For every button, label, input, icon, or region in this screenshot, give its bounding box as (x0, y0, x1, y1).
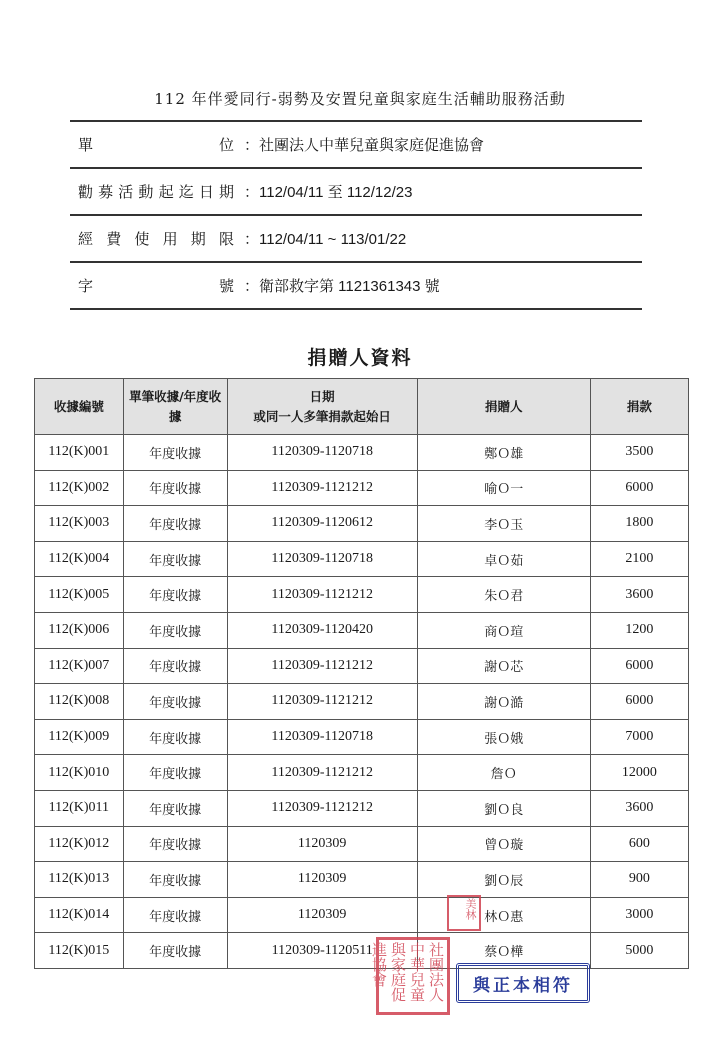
info-label-char: 期 (190, 230, 206, 248)
column-header: 收據編號 (35, 379, 124, 435)
info-label-char: 費 (106, 230, 122, 248)
table-row (35, 648, 689, 684)
table-row (35, 755, 689, 791)
receipt-type-cell: 年度收據 (123, 612, 227, 648)
info-value: ：衛部救字第 1121361343 號 (244, 278, 440, 295)
receipt-type-cell: 年度收據 (123, 435, 227, 471)
table-row (35, 862, 689, 898)
donor-table (34, 378, 689, 969)
receipt-type-cell: 年度收據 (123, 648, 227, 684)
column-header: 日期 或同一人多筆捐款起始日 (227, 379, 417, 435)
info-label-char: 起 (158, 183, 174, 201)
table-row (35, 933, 689, 969)
info-row (70, 167, 642, 214)
receipt-type-cell: 年度收據 (123, 862, 227, 898)
table-row (35, 506, 689, 542)
receipt-number-cell: 112(K)007 (35, 648, 124, 684)
date-cell: 1120309-1120612 (227, 506, 417, 542)
receipt-number-cell: 112(K)012 (35, 826, 124, 862)
info-value: ：112/04/11 ~ 113/01/22 (244, 231, 407, 248)
amount-cell: 6000 (590, 648, 688, 684)
table-row (35, 470, 689, 506)
donor-cell: 張Ｏ娥 (417, 719, 590, 755)
receipt-type-cell: 年度收據 (123, 684, 227, 720)
receipt-type-cell: 年度收據 (123, 755, 227, 791)
donor-cell: 李Ｏ玉 (417, 506, 590, 542)
receipt-type-cell: 年度收據 (123, 897, 227, 933)
info-label-char: 單 (78, 136, 94, 154)
donor-cell: 鄭Ｏ雄 (417, 435, 590, 471)
info-label-char: 位 (218, 136, 234, 154)
donor-cell: 商Ｏ瑄 (417, 612, 590, 648)
table-row (35, 790, 689, 826)
date-cell: 1120309-1120718 (227, 541, 417, 577)
date-cell: 1120309 (227, 826, 417, 862)
receipt-type-cell: 年度收據 (123, 577, 227, 613)
info-label-char: 日 (198, 183, 214, 201)
donor-cell: 劉Ｏ辰 (417, 862, 590, 898)
donor-cell: 曾Ｏ璇 (417, 826, 590, 862)
receipt-number-cell: 112(K)004 (35, 541, 124, 577)
date-cell: 1120309-1120718 (227, 435, 417, 471)
info-label-char: 期 (218, 183, 234, 201)
info-label (70, 228, 238, 249)
donor-cell: 卓Ｏ茹 (417, 541, 590, 577)
receipt-type-cell: 年度收據 (123, 541, 227, 577)
column-header: 單筆收據/年度收據 (123, 379, 227, 435)
receipt-number-cell: 112(K)008 (35, 684, 124, 720)
table-header-row (35, 379, 689, 435)
info-row (70, 214, 642, 261)
section-title: 捐贈人資料 (307, 347, 413, 369)
amount-cell: 1800 (590, 506, 688, 542)
table-row (35, 541, 689, 577)
amount-cell: 12000 (590, 755, 688, 791)
date-cell: 1120309-1121212 (227, 790, 417, 826)
amount-cell: 3500 (590, 435, 688, 471)
donor-cell: 謝Ｏ芯 (417, 648, 590, 684)
amount-cell: 3000 (590, 897, 688, 933)
table-row (35, 435, 689, 471)
organization-seal: 社團法人中華兒童與家庭促進協會 (376, 937, 450, 1015)
receipt-number-cell: 112(K)009 (35, 719, 124, 755)
info-label (70, 275, 238, 296)
info-block (70, 120, 642, 310)
info-label-char: 使 (134, 230, 150, 248)
info-row (70, 261, 642, 308)
receipt-number-cell: 112(K)001 (35, 435, 124, 471)
receipt-type-cell: 年度收據 (123, 470, 227, 506)
date-cell: 1120309-1120718 (227, 719, 417, 755)
date-cell: 1120309-1120420 (227, 612, 417, 648)
certified-copy-stamp: 與正本相符 (456, 963, 590, 1003)
info-label-char: 號 (218, 277, 234, 295)
receipt-type-cell: 年度收據 (123, 933, 227, 969)
info-label-char: 迄 (178, 183, 194, 201)
table-row (35, 577, 689, 613)
date-cell: 1120309-1121212 (227, 648, 417, 684)
date-cell: 1120309 (227, 897, 417, 933)
info-label (70, 134, 238, 155)
donor-cell: 喻Ｏ一 (417, 470, 590, 506)
info-label-char: 經 (78, 230, 94, 248)
amount-cell: 3600 (590, 790, 688, 826)
receipt-number-cell: 112(K)002 (35, 470, 124, 506)
table-row (35, 719, 689, 755)
receipt-number-cell: 112(K)006 (35, 612, 124, 648)
table-row (35, 897, 689, 933)
column-header: 捐款 (590, 379, 688, 435)
receipt-type-cell: 年度收據 (123, 790, 227, 826)
date-cell: 1120309-1121212 (227, 470, 417, 506)
table-row (35, 684, 689, 720)
receipt-number-cell: 112(K)014 (35, 897, 124, 933)
document-title: 112 年伴愛同行-弱勢及安置兒童與家庭生活輔助服務活動 (154, 90, 566, 108)
amount-cell: 600 (590, 826, 688, 862)
table-row (35, 826, 689, 862)
date-cell: 1120309-1121212 (227, 577, 417, 613)
amount-cell: 6000 (590, 470, 688, 506)
receipt-number-cell: 112(K)011 (35, 790, 124, 826)
info-label-char: 限 (218, 230, 234, 248)
amount-cell: 900 (590, 862, 688, 898)
receipt-number-cell: 112(K)005 (35, 577, 124, 613)
donor-cell: 林Ｏ惠 (417, 897, 590, 933)
info-label-char: 字 (78, 277, 94, 295)
info-row (70, 120, 642, 167)
amount-cell: 7000 (590, 719, 688, 755)
receipt-number-cell: 112(K)015 (35, 933, 124, 969)
receipt-number-cell: 112(K)003 (35, 506, 124, 542)
info-label-char: 募 (98, 183, 114, 201)
donor-cell: 劉Ｏ良 (417, 790, 590, 826)
table-row (35, 612, 689, 648)
donor-cell: 蔡Ｏ樺 (417, 933, 590, 969)
donor-cell: 朱Ｏ君 (417, 577, 590, 613)
date-cell: 1120309-1121212 (227, 684, 417, 720)
receipt-number-cell: 112(K)010 (35, 755, 124, 791)
donor-cell: 謝Ｏ澔 (417, 684, 590, 720)
info-label-char: 用 (162, 230, 178, 248)
info-label-char: 勸 (78, 183, 94, 201)
info-label-char: 活 (118, 183, 134, 201)
date-cell: 1120309-1121212 (227, 755, 417, 791)
info-bottom-rule (70, 308, 642, 310)
receipt-type-cell: 年度收據 (123, 826, 227, 862)
amount-cell: 1200 (590, 612, 688, 648)
date-cell: 1120309 (227, 862, 417, 898)
amount-cell: 6000 (590, 684, 688, 720)
info-label-char: 動 (138, 183, 154, 201)
info-value: ：112/04/11 至 112/12/23 (244, 184, 413, 201)
column-header: 捐贈人 (417, 379, 590, 435)
amount-cell: 2100 (590, 541, 688, 577)
amount-cell: 3600 (590, 577, 688, 613)
personal-seal: 美林 (447, 895, 481, 931)
date-cell: 1120309-1120511 (227, 933, 417, 969)
receipt-number-cell: 112(K)013 (35, 862, 124, 898)
amount-cell: 5000 (590, 933, 688, 969)
receipt-type-cell: 年度收據 (123, 506, 227, 542)
info-label (70, 181, 238, 202)
info-value: ：社團法人中華兒童與家庭促進協會 (244, 137, 485, 154)
donor-cell: 詹Ｏ (417, 755, 590, 791)
receipt-type-cell: 年度收據 (123, 719, 227, 755)
